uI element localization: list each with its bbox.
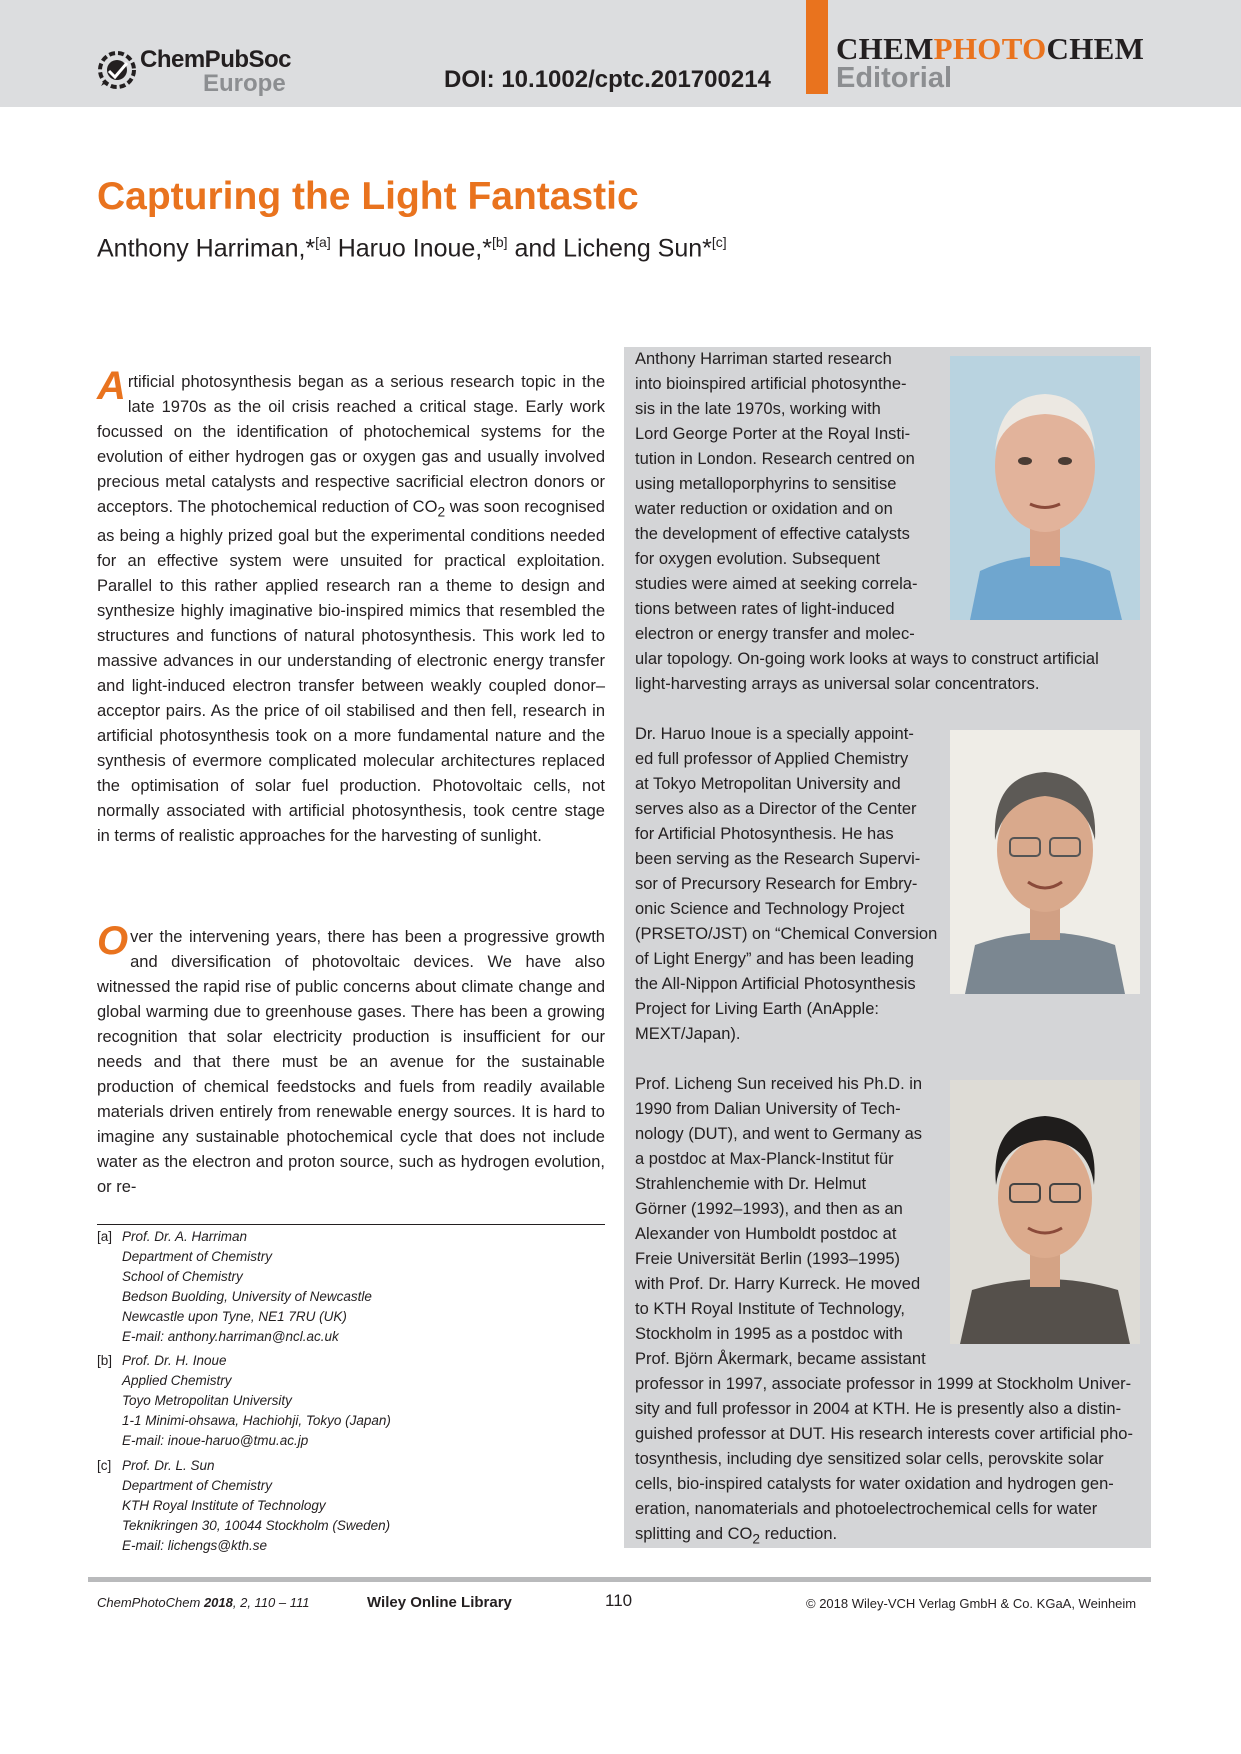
bio-harriman — [635, 347, 1140, 697]
bio-line: tosynthesis, including dye sensitized solar cells, perovskite solar — [635, 1450, 1104, 1468]
footnote-line: Prof. Dr. L. Sun — [122, 1458, 215, 1473]
bio-line: ed full professor of Applied Chemistry — [635, 750, 909, 768]
email-link[interactable]: E-mail: lichengs@kth.se — [122, 1538, 268, 1553]
drop-cap: A — [97, 364, 126, 408]
bio-line: cells, bio-inspired catalysts for water oxidation and hydrogen gen- — [635, 1475, 1114, 1493]
bio-line: tution in London. Research centred on — [635, 450, 915, 468]
header-band — [0, 0, 1241, 107]
chempubsoc-logo-icon — [95, 48, 139, 92]
citation — [97, 1595, 310, 1610]
bio-line: eration, nanomaterials and photoelectrochemical cells for water — [635, 1500, 1098, 1518]
bio-line: onic Science and Technology Project — [635, 900, 905, 918]
bio-line: at Tokyo Metropolitan University and — [635, 775, 901, 793]
footnote-label: [a] — [97, 1229, 113, 1244]
footnote-line: Department of Chemistry — [122, 1478, 273, 1493]
citation-year: 2018 — [203, 1595, 233, 1610]
wiley-online-library-link[interactable]: Wiley Online Library — [367, 1594, 512, 1611]
page-number: 110 — [605, 1591, 633, 1610]
article-title: Capturing the Light Fantastic — [97, 175, 639, 218]
bio-line: serves also as a Director of the Center — [635, 800, 917, 818]
body-paragraph-1 — [97, 364, 605, 849]
footnote-line: Toyo Metropolitan University — [122, 1393, 292, 1408]
bio-line: nology (DUT), and went to Germany as — [635, 1125, 923, 1143]
footnote-line: Applied Chemistry — [122, 1373, 232, 1388]
journal-name-part3: CHEM — [1046, 31, 1145, 66]
bio-line: for Artificial Photosynthesis. He has — [635, 825, 894, 843]
affiliation-marker[interactable]: [a] — [315, 234, 331, 250]
email-link[interactable]: E-mail: anthony.harriman@ncl.ac.uk — [122, 1329, 339, 1344]
bio-text: splitting and CO — [635, 1525, 753, 1543]
footnote-label: [c] — [97, 1458, 112, 1473]
journal-name-part2: PHOTO — [933, 31, 1047, 66]
subscript: 2 — [752, 1531, 761, 1547]
bio-line: Görner (1992–1993), and then as an — [635, 1200, 903, 1218]
bio-line: the development of effective catalysts — [635, 525, 910, 543]
author-name: Anthony Harriman,* — [97, 234, 316, 263]
publisher-name: ChemPubSoc — [140, 46, 292, 73]
body-text: rtificial photosynthesis began as a serious research topic in the late 1970s as the oil crisis reached a critical stage. Early work focussed on the identification of photochemical systems for the evolution of either hydrogen gas or oxygen gas and usually involved precious metal catalysts and respective sacrificial electron donors or acceptors. The photochemical reduction of CO — [97, 373, 605, 516]
bio-line: guished professor at DUT. His research interests cover artificial pho- — [635, 1425, 1133, 1443]
bio-line: for oxygen evolution. Subsequent — [635, 550, 880, 568]
author-separator — [331, 234, 338, 262]
affiliation-marker[interactable]: [c] — [711, 234, 727, 250]
accent-bar — [806, 0, 828, 94]
bio-text: reduction. — [760, 1525, 838, 1543]
author-line — [97, 234, 727, 263]
footnote-line: Prof. Dr. H. Inoue — [122, 1353, 227, 1368]
author-separator: and — [507, 234, 564, 263]
bio-sun — [635, 1072, 1140, 1551]
bio-line: water reduction or oxidation and on — [635, 500, 893, 518]
bio-line: of Light Energy” and has been leading — [635, 950, 914, 968]
bio-line: the All-Nippon Artificial Photosynthesis — [635, 975, 916, 993]
bio-line: into bioinspired artificial photosynthe- — [635, 375, 907, 393]
bio-line: Anthony Harriman started research — [635, 350, 892, 368]
footnote-line: Teknikringen 30, 10044 Stockholm (Sweden) — [122, 1518, 391, 1533]
bio-line: tions between rates of light-induced — [635, 600, 895, 618]
footnote-line: Prof. Dr. A. Harriman — [122, 1229, 248, 1244]
bio-line — [635, 1522, 1140, 1551]
bio-line: Freie Universität Berlin (1993–1995) — [635, 1250, 901, 1268]
bio-line: electron or energy transfer and molec- — [635, 625, 915, 643]
bio-line: ular topology. On-going work looks at ways to construct artificial — [635, 650, 1099, 668]
bio-line: to KTH Royal Institute of Technology, — [635, 1300, 905, 1318]
bio-line: been serving as the Research Supervi- — [635, 850, 921, 868]
author-name: Licheng Sun* — [563, 234, 712, 263]
bio-line: sor of Precursory Research for Embry- — [635, 875, 918, 893]
bio-line: (PRSETO/JST) on “Chemical Conversion — [635, 925, 938, 943]
bio-line: Project for Living Earth (AnApple: — [635, 1000, 879, 1018]
footer-divider — [88, 1577, 1151, 1582]
bio-line: studies were aimed at seeking correla- — [635, 575, 918, 593]
citation-volume-pages: , 2, 110 – 111 — [232, 1595, 310, 1610]
subscript: 2 — [437, 504, 446, 520]
bio-line: professor in 1997, associate professor in 1999 at Stockholm Univer- — [635, 1375, 1132, 1393]
bio-line: light-harvesting arrays as universal solar concentrators. — [635, 675, 1040, 693]
bio-line: Prof. Licheng Sun received his Ph.D. in — [635, 1075, 923, 1093]
footnote-line: Bedson Buolding, University of Newcastle — [122, 1289, 372, 1304]
bio-line: Strahlenchemie with Dr. Helmut — [635, 1175, 867, 1193]
email-link[interactable]: E-mail: inoue-haruo@tmu.ac.jp — [122, 1433, 309, 1448]
section-label: Editorial — [836, 62, 953, 94]
bio-inoue — [635, 722, 1140, 1047]
copyright: © 2018 Wiley-VCH Verlag GmbH & Co. KGaA, Weinheim — [806, 1596, 1137, 1611]
bio-line: MEXT/Japan). — [635, 1025, 741, 1043]
body-text: ver the intervening years, there has been a progressive growth and diversification of photovoltaic devices. We have also witnessed the rapid rise of public concerns about climate change and global warming due to greenhouse gases. There has been a growing recognition that solar electricity production is insufficient for our needs and that there must be an avenue for the sustainable production of chemical feedstocks and fuels from readily available materials driven entirely from renewable energy sources. It is hard to imagine any sustainable photochemical cycle that does not include water as the electron and proton source, such as hydrogen evolution, or re- — [97, 928, 605, 1196]
bio-line: 1990 from Dalian University of Tech- — [635, 1100, 901, 1118]
bio-line: sity and full professor in 2004 at KTH. He is presently also a distin- — [635, 1400, 1122, 1418]
bio-line: with Prof. Dr. Harry Kurreck. He moved — [635, 1275, 921, 1293]
footnote-line: KTH Royal Institute of Technology — [122, 1498, 326, 1513]
body-paragraph-2 — [97, 919, 605, 1200]
footnote-divider — [97, 1224, 605, 1225]
citation-journal: ChemPhotoChem — [97, 1595, 204, 1610]
footnote-label: [b] — [97, 1353, 113, 1368]
bio-line: Stockholm in 1995 as a postdoc with — [635, 1325, 903, 1343]
publisher-region: Europe — [203, 70, 286, 97]
footnote-line: Department of Chemistry — [122, 1249, 273, 1264]
bio-line: a postdoc at Max-Planck-Institut für — [635, 1150, 894, 1168]
journal-name-part1: CHEM — [836, 31, 934, 66]
body-text: was soon recognised as being a highly prized goal but the experimental conditions needed for an effective system were unsuited for practical exploitation. Parallel to this rather applied research ran a theme to design and synthesize highly imaginative bio-inspired mimics that resembled the structures and functions of natural photosynthesis. This work led to massive advances in our understanding of electronic energy transfer and light-induced electron transfer between weakly coupled donor–acceptor pairs. As the price of oil stabilised and then fell, research in artificial photosynthesis took on a more fundamental nature and the synthesis of evermore complicated molecular architectures replaced the optimisation of solar fuel production. Photovoltaic cells, not normally associated with artificial photosynthesis, took centre stage in terms of realistic approaches for the harvesting of sunlight. — [97, 498, 605, 846]
affiliation-marker[interactable]: [b] — [491, 234, 508, 250]
publisher-logo — [95, 44, 292, 97]
drop-cap: O — [97, 919, 129, 963]
author-name: Haruo Inoue,* — [337, 234, 492, 263]
bio-line: sis in the late 1970s, working with — [635, 400, 881, 418]
footnote-line: Newcastle upon Tyne, NE1 7RU (UK) — [122, 1309, 347, 1324]
footnote-line: 1-1 Minimi-ohsawa, Hachiohji, Tokyo (Japan) — [122, 1413, 391, 1428]
footnote-line: School of Chemistry — [122, 1269, 243, 1284]
bio-line: Lord George Porter at the Royal Insti- — [635, 425, 911, 443]
bio-line: using metalloporphyrins to sensitise — [635, 475, 897, 493]
bio-line: Prof. Björn Åkermark, became assistant — [635, 1350, 926, 1368]
bio-line: Dr. Haruo Inoue is a specially appoint- — [635, 725, 914, 743]
bio-line: Alexander von Humboldt postdoc at — [635, 1225, 897, 1243]
doi-label[interactable]: DOI: 10.1002/cptc.201700214 — [444, 66, 771, 93]
